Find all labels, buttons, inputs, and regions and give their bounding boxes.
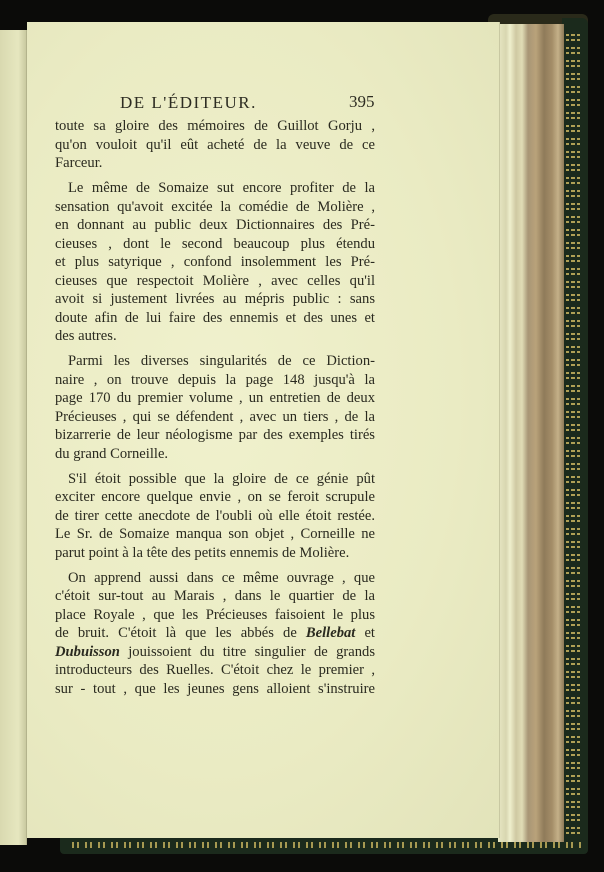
gilt-border-right (566, 34, 580, 834)
text-line: qu'on vouloit qu'il eût acheté de la veuve de ce (55, 136, 375, 153)
text-line (55, 624, 375, 643)
page-number: 395 (349, 92, 375, 111)
text-line: page 170 du premier volume , un entretien de deux (55, 390, 375, 406)
text-line: avoit si justement livrées au mépris public : sans (55, 291, 375, 307)
text-line (55, 643, 375, 662)
text-line: Le Sr. de Somaize manqua son objet , Corneille ne (55, 526, 375, 542)
text-line: exciter encore quelque envie , on se feroit scrupule (55, 489, 375, 505)
italic-name: Bellebat (305, 625, 356, 641)
text-line: du grand Corneille. (55, 445, 169, 462)
text-segment: de bruit. C'étoit là que les abbés de (55, 625, 306, 641)
text-line: S'il étoit possible que la gloire de ce génie pût (68, 470, 375, 487)
text-line: toute sa gloire des mémoires de Guillot Gorju , (55, 118, 375, 134)
text-line: cieuses , dont le second beaucoup plus étendu (55, 235, 375, 252)
text-line: parut point à la tête des petits ennemis de Molière. (55, 544, 350, 561)
text-line: introducteurs des Ruelles. C'étoit chez le premier , (55, 662, 375, 678)
text-line: Parmi les diverses singularités de ce Diction- (68, 353, 375, 369)
text-line: naire , on trouve depuis la page 148 jusqu'à la (55, 371, 375, 388)
running-title: DE L'ÉDITEUR. (120, 93, 257, 112)
text-line: Précieuses , qui se défendent , avec un tiers , de la (55, 408, 375, 425)
paragraph (55, 470, 375, 563)
text-line: On apprend aussi dans ce même ouvrage , que (68, 569, 375, 586)
text-line: Le même de Somaize sut encore profiter de la (68, 180, 375, 196)
paragraph (55, 117, 375, 173)
text-line: c'étoit sur-tout au Marais , dans le quartier de la (55, 588, 375, 604)
text-line: sensation qu'avoit excitée la comédie de Molière , (55, 198, 375, 215)
text-line: place Royale , que les Précieuses faisoient le plus (55, 606, 375, 623)
text-line: et plus satyrique , confond insolemment les Pré- (55, 254, 375, 270)
text-line: des autres. (55, 328, 117, 344)
paragraph (55, 569, 375, 699)
text-line: Farceur. (55, 155, 103, 171)
body-text (55, 117, 375, 705)
italic-name: Dubuisson (55, 643, 120, 660)
paragraph (55, 352, 375, 463)
text-line: de tirer cette anecdote de l'oubli où elle étoit restée. (55, 507, 375, 524)
text-line: cieuses que respectoit Molière , avec celles qu'il (55, 272, 375, 289)
text-line: sur - tout , que les jeunes gens alloient s'instruire (55, 680, 375, 697)
text-line: en donnant au public deux Dictionnaires des Pré- (55, 217, 375, 233)
text-segment: jouissoient du titre singulier de grands (119, 643, 375, 660)
gilt-border-bottom (72, 842, 584, 848)
text-line: bizarrerie de leur néologisme par des exemples tirés (55, 427, 375, 443)
previous-page-edge (0, 30, 27, 845)
paragraph (55, 179, 375, 346)
page-stack-fore-edge (498, 24, 564, 842)
text-line: doute afin de lui faire des ennemis et des unes et (55, 309, 375, 326)
text-segment: et (355, 625, 375, 641)
